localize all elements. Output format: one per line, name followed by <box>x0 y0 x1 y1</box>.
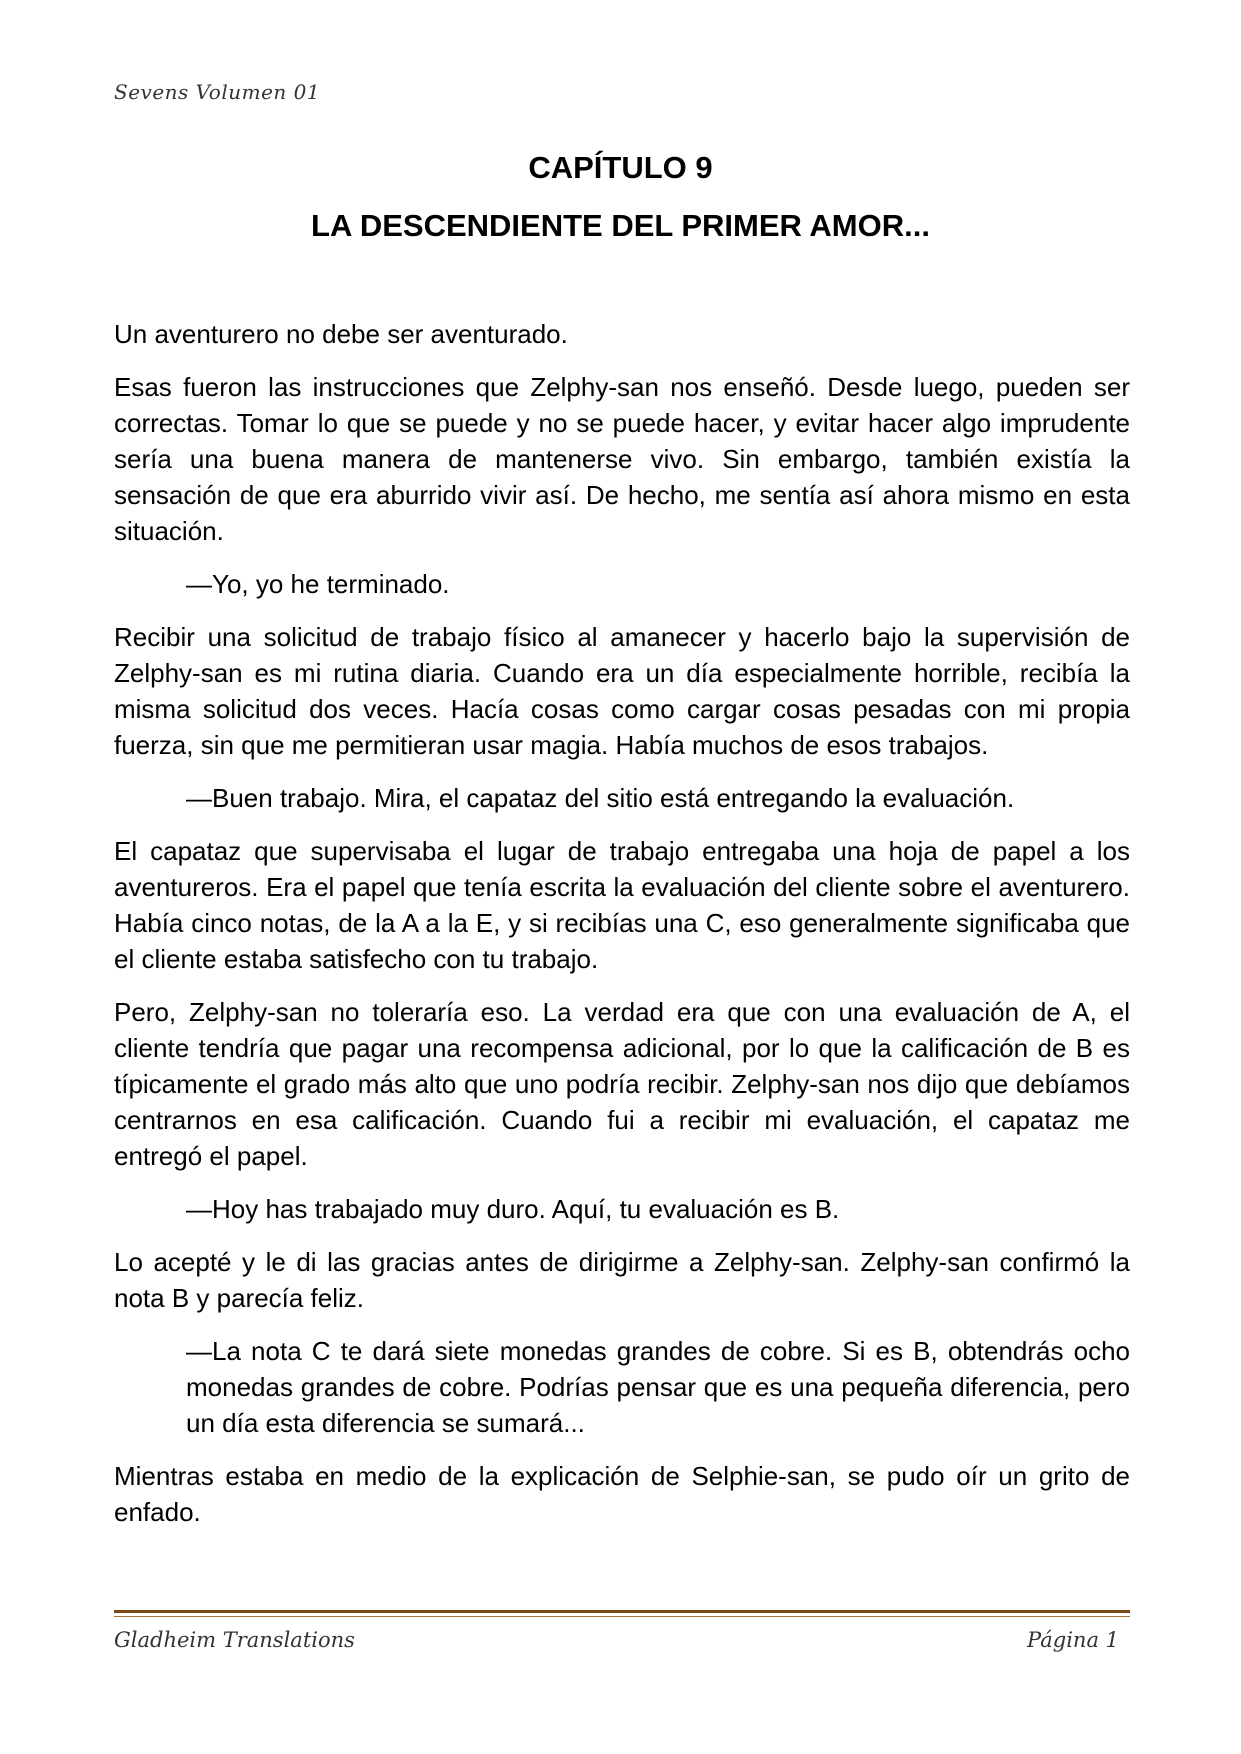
paragraph: Recibir una solicitud de trabajo físico al amanecer y hacerlo bajo la supervisión de Zelphy-san es mi rutina diaria. Cuando era un día especialmente horrible, recibía la misma solicitud dos veces. Hacía cosas como cargar cosas pesadas con mi propia fuerza, sin que me permitieran usar magia. Había muchos de esos trabajos. <box>114 622 1130 760</box>
chapter-title: LA DESCENDIENTE DEL PRIMER AMOR... <box>311 208 930 243</box>
chapter-body <box>114 316 1130 1547</box>
running-header: Sevens Volumen 01 <box>114 80 321 104</box>
paragraph: Pero, Zelphy-san no toleraría eso. La verdad era que con una evaluación de A, el cliente tendría que pagar una recompensa adicional, por lo que la calificación de B es típicamente el grado más alto que uno podría recibir. Zelphy-san nos dijo que debíamos centrarnos en esa calificación. Cuando fui a recibir mi evaluación, el capataz me entregó el papel. <box>114 997 1130 1171</box>
footer-divider <box>114 1610 1130 1613</box>
dialogue-line: —Buen trabajo. Mira, el capataz del sitio está entregando la evaluación. <box>186 783 1015 813</box>
dialogue-line: —La nota C te dará siete monedas grandes de cobre. Si es B, obtendrás ocho monedas grandes de cobre. Podrías pensar que es una pequeña diferencia, pero un día esta diferencia se sumará... <box>186 1336 1130 1438</box>
paragraph: Un aventurero no debe ser aventurado. <box>114 319 568 349</box>
footer-publisher: Gladheim Translations <box>114 1628 355 1652</box>
footer-divider-thin <box>114 1616 1130 1617</box>
dialogue-line: —Yo, yo he terminado. <box>186 569 450 599</box>
paragraph: El capataz que supervisaba el lugar de trabajo entregaba una hoja de papel a los aventureros. Era el papel que tenía escrita la evaluación del cliente sobre el aventurero. Había cinco notas, de la A a la E, y si recibías una C, eso generalmente significaba que el cliente estaba satisfecho con tu trabajo. <box>114 836 1130 974</box>
page-number: Página 1 <box>1027 1628 1119 1652</box>
paragraph: Lo acepté y le di las gracias antes de dirigirme a Zelphy-san. Zelphy-san confirmó la nota B y parecía feliz. <box>114 1247 1130 1313</box>
paragraph: Mientras estaba en medio de la explicación de Selphie-san, se pudo oír un grito de enfado. <box>114 1461 1130 1527</box>
chapter-number: CAPÍTULO 9 <box>528 150 713 185</box>
dialogue-line: —Hoy has trabajado muy duro. Aquí, tu evaluación es B. <box>186 1194 840 1224</box>
paragraph: Esas fueron las instrucciones que Zelphy-san nos enseñó. Desde luego, pueden ser correctas. Tomar lo que se puede y no se puede hacer, y evitar hacer algo imprudente sería una buena manera de mantenerse vivo. Sin embargo, también existía la sensación de que era aburrido vivir así. De hecho, me sentía así ahora mismo en esta situación. <box>114 372 1130 546</box>
